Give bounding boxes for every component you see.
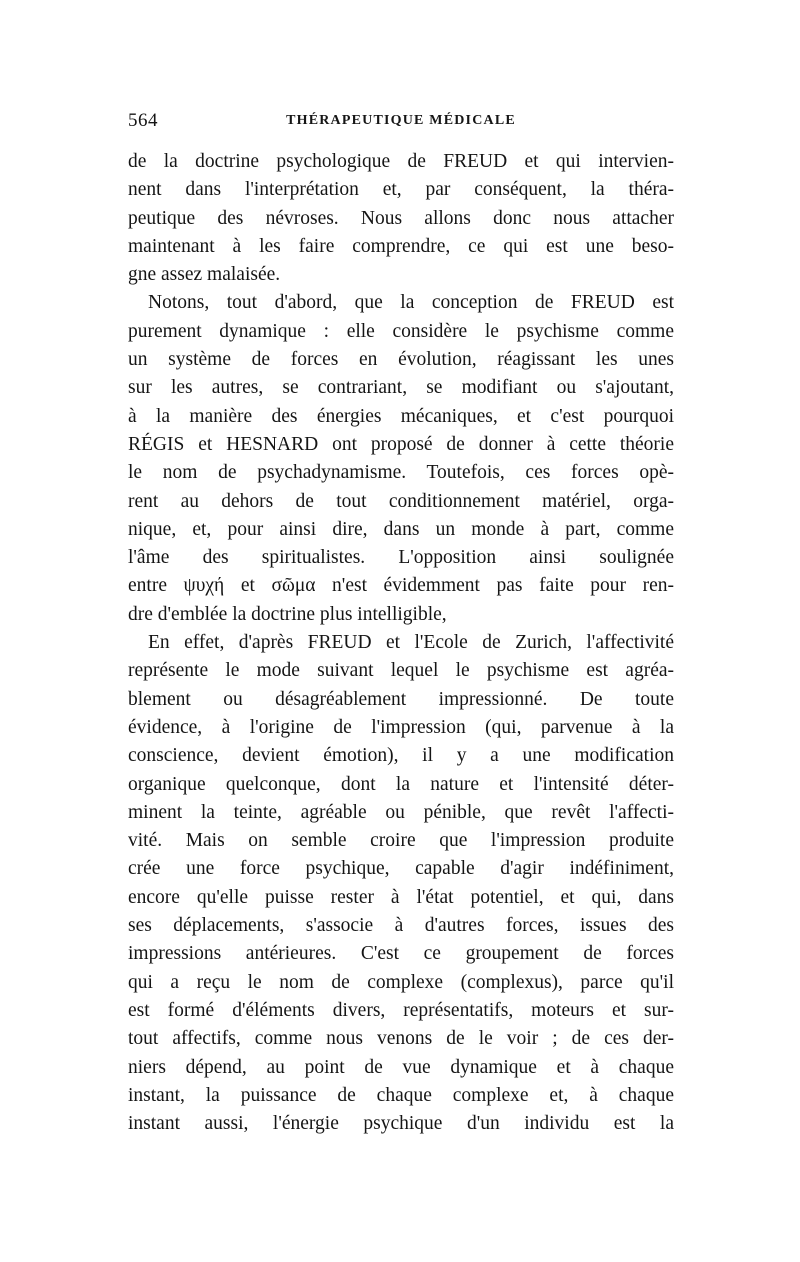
text-line: impressions antérieures. C'est ce groupement de forces xyxy=(128,943,674,965)
text-line: nique, et, pour ainsi dire, dans un monde à part, comme xyxy=(128,518,674,540)
text-line: entre ψυχή et σῶμα n'est évidemment pas faite pour ren- xyxy=(128,575,674,597)
text-line: minent la teinte, agréable ou pénible, que revêt l'affecti- xyxy=(128,801,674,823)
text-line: En effet, d'après FREUD et l'Ecole de Zurich, l'affectivité xyxy=(148,632,674,654)
text-line: évidence, à l'origine de l'impression (qui, parvenue à la xyxy=(128,716,674,738)
text-line: est formé d'éléments divers, représentatifs, moteurs et sur- xyxy=(128,999,674,1021)
text-line: Notons, tout d'abord, que la conception de FREUD est xyxy=(148,292,674,314)
text-line: de la doctrine psychologique de FREUD et qui intervien- xyxy=(128,151,674,172)
text-line: qui a reçu le nom de complexe (complexus), parce qu'il xyxy=(128,971,674,993)
page-header xyxy=(128,110,674,134)
text-line: RÉGIS et HESNARD ont proposé de donner à cette théorie xyxy=(128,433,674,455)
text-line: purement dynamique : elle considère le psychisme comme xyxy=(128,320,674,342)
running-head: THÉRAPEUTIQUE MÉDICALE xyxy=(286,113,516,128)
text-line: sur les autres, se contrariant, se modifiant ou s'ajoutant, xyxy=(128,377,674,399)
text-line: à la manière des énergies mécaniques, et c'est pourquoi xyxy=(128,405,674,427)
text-line: l'âme des spiritualistes. L'opposition ainsi soulignée xyxy=(128,547,674,569)
text-line: maintenant à les faire comprendre, ce qui est une beso- xyxy=(128,235,674,257)
text-line: dre d'emblée la doctrine plus intelligible, xyxy=(128,603,447,625)
text-line: vité. Mais on semble croire que l'impression produite xyxy=(128,830,674,852)
body-text xyxy=(128,148,674,1138)
text-line: encore qu'elle puisse rester à l'état potentiel, et qui, dans xyxy=(128,886,674,908)
text-line: conscience, devient émotion), il y a une modification xyxy=(128,745,674,767)
text-line: rent au dehors de tout conditionnement matériel, orga- xyxy=(128,490,674,512)
text-line: un système de forces en évolution, réagissant les unes xyxy=(128,349,674,371)
text-line: gne assez malaisée. xyxy=(128,264,281,286)
text-line: ses déplacements, s'associe à d'autres forces, issues des xyxy=(128,915,674,937)
text-line: niers dépend, au point de vue dynamique et à chaque xyxy=(128,1056,674,1078)
page-number: 564 xyxy=(128,110,158,131)
text-line: le nom de psychadynamisme. Toutefois, ces forces opè- xyxy=(128,462,674,484)
text-line: organique quelconque, dont la nature et l'intensité déter- xyxy=(128,773,674,795)
text-line: instant, la puissance de chaque complexe et, à chaque xyxy=(128,1084,674,1106)
text-line: blement ou désagréablement impressionné. De toute xyxy=(128,688,674,710)
text-line: tout affectifs, comme nous venons de le voir ; de ces der- xyxy=(128,1028,674,1050)
text-line: peutique des névroses. Nous allons donc nous attacher xyxy=(128,207,674,229)
text-line: représente le mode suivant lequel le psychisme est agréa- xyxy=(128,660,674,682)
text-line: instant aussi, l'énergie psychique d'un individu est la xyxy=(128,1113,674,1135)
text-line: crée une force psychique, capable d'agir indéfiniment, xyxy=(128,858,674,880)
text-line: nent dans l'interprétation et, par conséquent, la théra- xyxy=(128,179,674,201)
